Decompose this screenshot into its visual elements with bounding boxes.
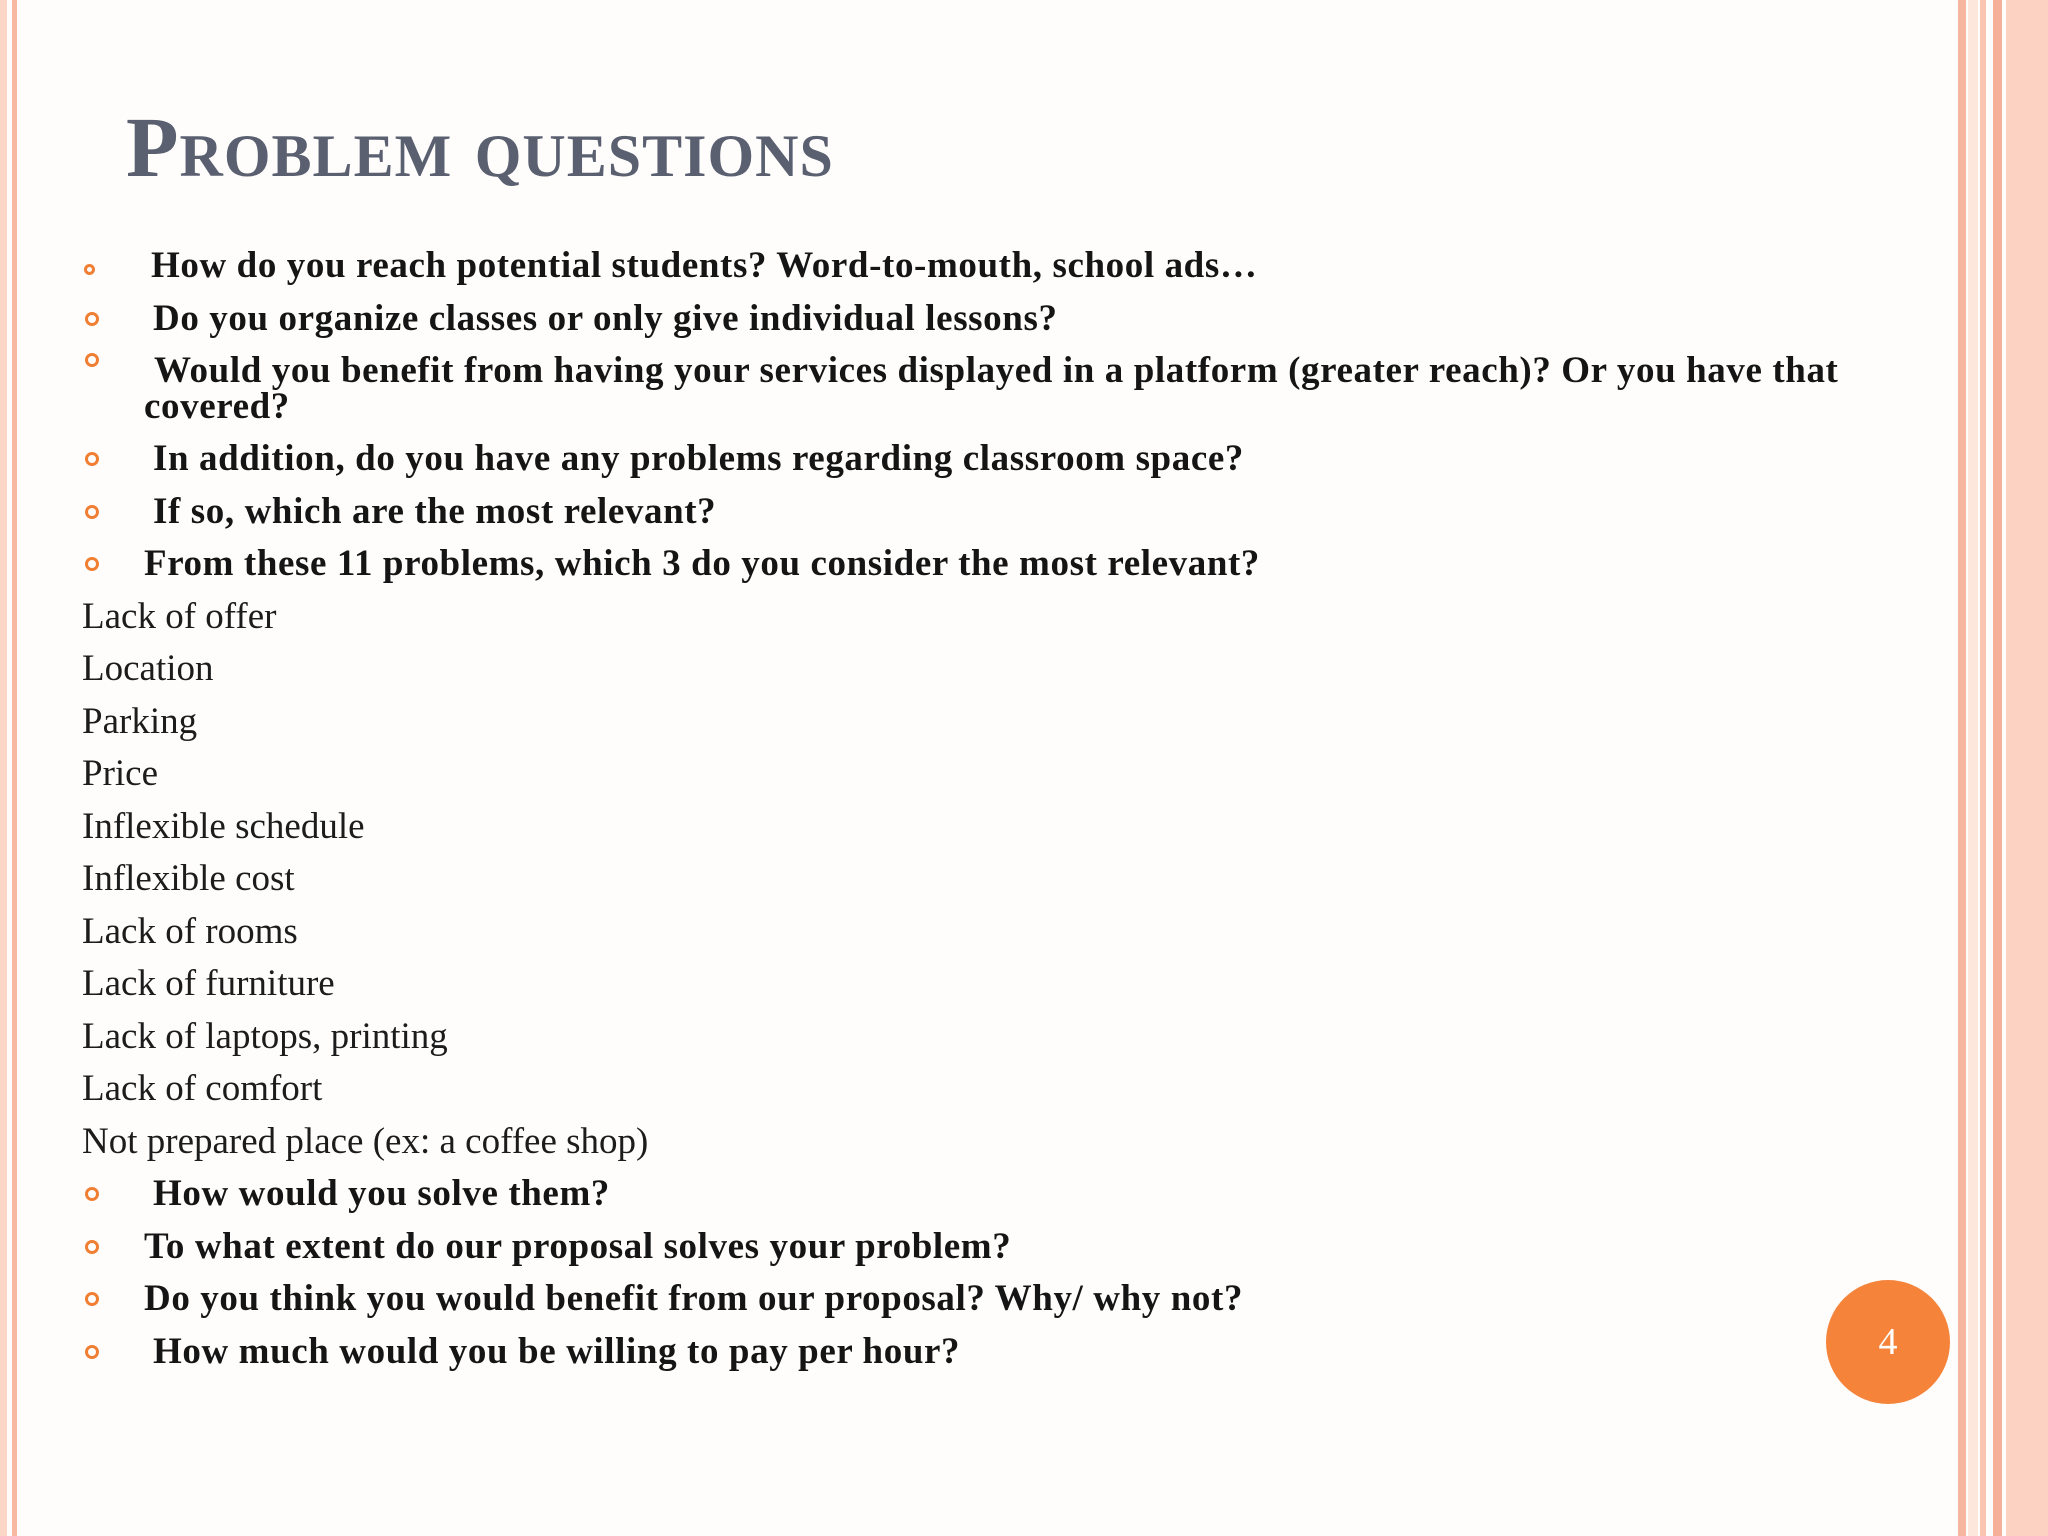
question-item xyxy=(0,293,1950,346)
question-text: Would you benefit from having your services displayed in a platform (greater reach)? Or you have that covered? xyxy=(144,350,1839,427)
problem-text: Lack of offer xyxy=(82,595,277,637)
problem-item xyxy=(0,748,1950,801)
bullet-icon xyxy=(85,312,99,326)
question-text: From these 11 problems, which 3 do you consider the most relevant? xyxy=(144,543,1261,584)
problem-text: Location xyxy=(82,648,214,689)
bullet-icon xyxy=(85,1292,99,1306)
problem-item xyxy=(0,591,1950,644)
bullet-icon xyxy=(85,1187,99,1201)
question-text: To what extent do our proposal solves your problem? xyxy=(144,1225,1012,1267)
problem-item xyxy=(0,643,1950,696)
question-text: How much would you be willing to pay per hour? xyxy=(153,1330,961,1372)
page-number-badge: 4 xyxy=(1826,1280,1950,1404)
question-text: Do you organize classes or only give individual lessons? xyxy=(153,297,1058,339)
question-item xyxy=(0,1326,1950,1379)
bullet-icon xyxy=(85,353,99,367)
bullet-icon xyxy=(85,557,99,571)
bullet-icon xyxy=(85,452,99,466)
right-border-stripe xyxy=(2006,0,2048,1536)
problem-text: Inflexible cost xyxy=(82,858,295,899)
slide-title: Problem questions xyxy=(126,99,834,195)
question-text: If so, which are the most relevant? xyxy=(153,490,717,532)
bullet-icon xyxy=(85,1240,99,1254)
problem-item xyxy=(0,801,1950,854)
problem-item xyxy=(0,1063,1950,1116)
question-item xyxy=(0,1221,1950,1274)
question-item xyxy=(0,1168,1950,1221)
question-item xyxy=(0,486,1950,539)
problem-item xyxy=(0,906,1950,959)
right-border-stripe xyxy=(1968,0,1978,1536)
question-text: How do you reach potential students? Word-to-mouth, school ads… xyxy=(151,245,1258,286)
bullet-icon xyxy=(85,1345,99,1359)
right-border-stripe xyxy=(1993,0,2002,1536)
question-text: How would you solve them? xyxy=(153,1173,610,1214)
question-item xyxy=(0,1273,1950,1326)
problem-text: Lack of rooms xyxy=(82,910,298,952)
right-border-stripe xyxy=(1980,0,1986,1536)
problem-text: Lack of furniture xyxy=(82,963,335,1004)
problem-text: Parking xyxy=(82,700,198,742)
question-item xyxy=(0,433,1950,486)
problem-item xyxy=(0,1011,1950,1064)
slide-body xyxy=(0,240,1950,1378)
right-border-stripe xyxy=(1958,0,1966,1536)
problem-text: Not prepared place (ex: a coffee shop) xyxy=(82,1120,649,1162)
problem-item xyxy=(0,696,1950,749)
question-text: In addition, do you have any problems regarding classroom space? xyxy=(153,438,1244,479)
problem-item xyxy=(0,958,1950,1011)
question-item xyxy=(0,240,1950,293)
question-item xyxy=(0,345,1950,433)
problem-text: Price xyxy=(82,753,159,794)
bullet-icon xyxy=(85,505,99,519)
question-text: Do you think you would benefit from our proposal? Why/ why not? xyxy=(144,1278,1244,1319)
question-item xyxy=(0,538,1950,591)
problem-text: Lack of comfort xyxy=(82,1068,323,1109)
problem-item xyxy=(0,1116,1950,1169)
problem-item xyxy=(0,853,1950,906)
problem-text: Inflexible schedule xyxy=(82,805,365,847)
bullet-icon xyxy=(84,264,95,275)
problem-text: Lack of laptops, printing xyxy=(82,1015,448,1057)
